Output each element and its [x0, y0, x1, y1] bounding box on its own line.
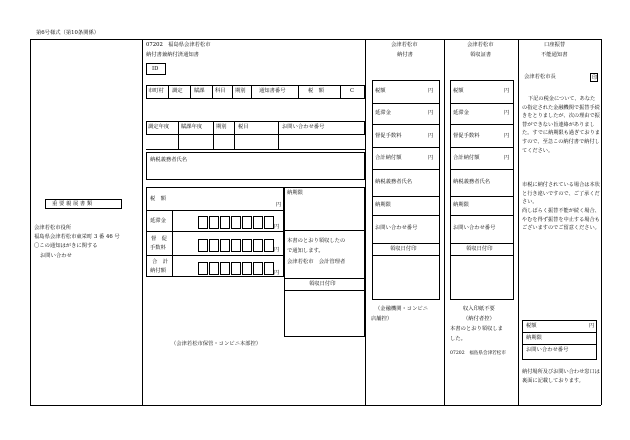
slip-delinquency-label: 延滞金 — [375, 110, 391, 116]
yen-unit: 円 — [274, 247, 280, 253]
col-tax-amount: 税 額 — [308, 88, 324, 94]
rcpt-payer-copy: （納付者控） — [463, 316, 495, 322]
tf-body: 下記の税金について、あなたの指定された金融機関で振替手続きをとりましたが、次の理由で振替ができない旨連絡がありました。すでに納期限も過ぎておりますので、至急この納付書で納付してください。 — [522, 96, 600, 154]
amt-sep — [146, 210, 284, 211]
slip-fee-label: 督促手数料 — [375, 133, 402, 139]
amt-sep — [146, 231, 284, 232]
slip-footer-2: 店舗控） — [371, 316, 393, 322]
rcpt-deadline-label: 納期限 — [453, 202, 469, 208]
receipt-date-label: 領収日付印 — [309, 281, 336, 287]
rcpt-text-2: した。 — [450, 336, 466, 342]
hdr-sep — [212, 85, 213, 99]
hdr-sep — [232, 85, 233, 99]
year-sep — [213, 121, 214, 149]
slip-date-stamp-label: 領収日付印 — [390, 246, 417, 252]
digit-box — [198, 239, 208, 252]
slip-deadline-label: 納期限 — [375, 202, 391, 208]
yen-unit: 円 — [504, 88, 510, 94]
slip-header-1: 会津若松市 — [391, 42, 418, 48]
form-id: 第6号様式（第10条関係） — [36, 30, 100, 36]
slip-total-label: 合計納付額 — [375, 155, 402, 161]
rcpt-text-1: 本書のとおり領収しま — [450, 326, 503, 332]
payer-name-label: 納税義務者氏名 — [150, 157, 188, 163]
rcpt-sep — [450, 169, 514, 170]
tf-yen: 円 — [589, 323, 595, 329]
divider-3 — [444, 39, 445, 405]
notice-footer: （会津若松市保管・コンビニ本部控） — [171, 341, 262, 347]
hdr-sep — [340, 85, 341, 99]
digit-box — [242, 239, 252, 252]
slip-footer-1: （金融機関・コンビニ — [375, 306, 428, 312]
yen-unit: 円 — [504, 155, 510, 161]
divider-4 — [518, 39, 519, 405]
total-label-2: 納付額 — [150, 268, 166, 274]
tf-mayor: 会津若松市長 — [524, 74, 556, 80]
slip-sep — [372, 215, 440, 216]
col-period-2: 期別 — [216, 124, 227, 130]
col-subject: 科目 — [215, 88, 226, 94]
slip-sep — [372, 147, 440, 148]
digit-box — [209, 216, 219, 229]
tf-seal: 印 — [592, 74, 598, 81]
digit-box — [253, 262, 263, 275]
id-box — [146, 63, 166, 75]
notice-title: 納付書兼納付済通知書 — [146, 52, 199, 58]
digit-box — [264, 262, 274, 275]
tf-body-2: 市税に納付されている場合は本状と行き違いですので、ご了承ください。 — [522, 182, 600, 206]
fee-label-2: 手数料 — [150, 245, 166, 251]
amt-sep — [146, 255, 284, 256]
slip-inquiry-label: お問い合わせ番号 — [375, 225, 418, 231]
delinquency-label: 延滞金 — [150, 218, 166, 224]
rcpt-payer-label: 納税義務者氏名 — [453, 179, 491, 185]
amt-vsep — [172, 210, 173, 277]
notice-note-1: 〇この通知はがきに関する — [34, 243, 98, 249]
tf-body-3: 尚しばらく振替不能が続く場合、やむを得ず振替を中止する場合もございますのでご留意ください。 — [522, 208, 600, 232]
hdr-sep — [190, 85, 191, 99]
slip-sep — [372, 243, 440, 244]
tf-header-2: 不能通知書 — [541, 52, 568, 58]
id-label: ID — [152, 66, 159, 72]
receipt-text-3: 会津若松市 会計管理者 — [287, 259, 346, 265]
receipt-sep — [284, 278, 365, 279]
digit-box — [231, 262, 241, 275]
rcpt-sep — [450, 215, 514, 216]
important-title: 重 要 親 展 書 類 — [52, 201, 93, 207]
sender-name: 会津若松市役所 — [34, 225, 72, 231]
digit-box — [264, 216, 274, 229]
year-sep — [178, 121, 179, 149]
yen-unit: 円 — [428, 88, 434, 94]
bottom-border — [30, 405, 601, 406]
notice-note-2: お問い合わせ — [40, 253, 72, 259]
digit-box — [209, 239, 219, 252]
hdr-sep — [298, 85, 299, 99]
notice-postcode-city: 07202 福島県会津若松市 — [146, 42, 211, 48]
rcpt-sep — [450, 243, 514, 244]
tf-sep — [522, 344, 597, 345]
tax-amount-label: 税 額 — [150, 196, 166, 202]
rcpt-total-label: 合計納付額 — [453, 155, 480, 161]
deadline-sep — [284, 230, 365, 231]
rcpt-sep — [450, 124, 514, 125]
fee-label-1: 督 促 — [151, 236, 167, 242]
rcpt-sep — [450, 255, 514, 256]
rcpt-stamp-note: 収入印紙不要 — [463, 306, 495, 312]
top-border — [30, 39, 601, 40]
yen-unit: 円 — [428, 133, 434, 139]
col-notice-number: 通知書番号 — [259, 88, 286, 94]
digit-box — [242, 216, 252, 229]
receipt-text-1: 本書のとおり領収したの — [287, 238, 346, 244]
payer-box — [146, 152, 365, 180]
tf-footer: 納付場所及びお問い合わせ窓口は裏面に記載しております。 — [522, 369, 600, 384]
digit-box — [220, 239, 230, 252]
tf-inquiry-label: お問い合わせ番号 — [526, 347, 569, 353]
sender-address: 福島県会津若松市東栄町 3 番 46 号 — [34, 234, 120, 240]
tf-tax-label: 税額 — [526, 323, 537, 329]
year-bottom — [146, 149, 365, 150]
rcpt-sep — [450, 196, 514, 197]
receipt-header-1: 会津若松市 — [467, 42, 494, 48]
yen-unit: 円 — [274, 224, 280, 230]
receipt-text-2: で通知します。 — [287, 248, 324, 254]
yen-unit: 円 — [276, 202, 282, 208]
slip-payer-label: 納税義務者氏名 — [375, 179, 413, 185]
digit-box — [220, 262, 230, 275]
total-label-1: 合 計 — [152, 259, 168, 265]
col-assessment-year: 調定年度 — [148, 124, 170, 130]
digit-box — [198, 216, 208, 229]
digit-box — [209, 262, 219, 275]
col-tax-item: 税目 — [238, 124, 249, 130]
tf-header-1: 口座振替 — [544, 42, 566, 48]
rcpt-sep — [450, 103, 514, 104]
yen-unit: 円 — [428, 110, 434, 116]
slip-sep — [372, 196, 440, 197]
col-c: C — [350, 88, 355, 94]
digit-box — [231, 239, 241, 252]
col-assessment: 調定 — [172, 88, 183, 94]
year-sep — [278, 121, 279, 149]
yen-unit: 円 — [504, 110, 510, 116]
rcpt-date-stamp-label: 領収日付印 — [466, 246, 493, 252]
col-municipality: 市町村 — [148, 88, 164, 94]
receipt-header-2: 領収証書 — [470, 52, 492, 58]
hdr-sep — [168, 85, 169, 99]
yen-unit: 円 — [428, 155, 434, 161]
tf-seal-box — [590, 73, 598, 82]
slip-tax-label: 税額 — [375, 88, 386, 94]
divider-2 — [365, 39, 366, 405]
digit-box — [242, 262, 252, 275]
rcpt-footer-postcode: 07202 福島県会津若松市 — [450, 351, 506, 356]
tf-deadline-label: 納期限 — [526, 335, 542, 341]
col-levy-year: 賦課年度 — [181, 124, 203, 130]
digit-box — [220, 216, 230, 229]
slip-header-2: 納付書 — [397, 52, 413, 58]
digit-box — [264, 239, 274, 252]
digit-box — [253, 239, 263, 252]
digit-box — [198, 262, 208, 275]
receipt-sep — [284, 290, 365, 291]
yen-unit: 円 — [504, 133, 510, 139]
rcpt-tax-label: 税額 — [453, 88, 464, 94]
digit-box — [253, 216, 263, 229]
hdr-sep — [251, 85, 252, 99]
inquiry-number-label: お問い合わせ番号 — [282, 124, 325, 130]
slip-sep — [372, 169, 440, 170]
slip-sep — [372, 124, 440, 125]
rcpt-fee-label: 督促手数料 — [453, 133, 480, 139]
slip-sep — [372, 255, 440, 256]
tf-sep — [522, 332, 597, 333]
yen-unit: 円 — [274, 270, 280, 276]
rcpt-delinquency-label: 延滞金 — [453, 110, 469, 116]
col-levy: 賦課 — [194, 88, 205, 94]
rcpt-sep — [450, 147, 514, 148]
digit-box — [231, 216, 241, 229]
right-border — [601, 39, 602, 405]
slip-sep — [372, 103, 440, 104]
left-border — [30, 39, 31, 405]
important-document-box — [45, 199, 122, 209]
deadline-label: 納期限 — [287, 190, 303, 196]
divider-1 — [142, 39, 143, 405]
year-sep — [234, 121, 235, 149]
col-period: 期別 — [235, 88, 246, 94]
rcpt-inquiry-label: お問い合わせ番号 — [453, 225, 496, 231]
